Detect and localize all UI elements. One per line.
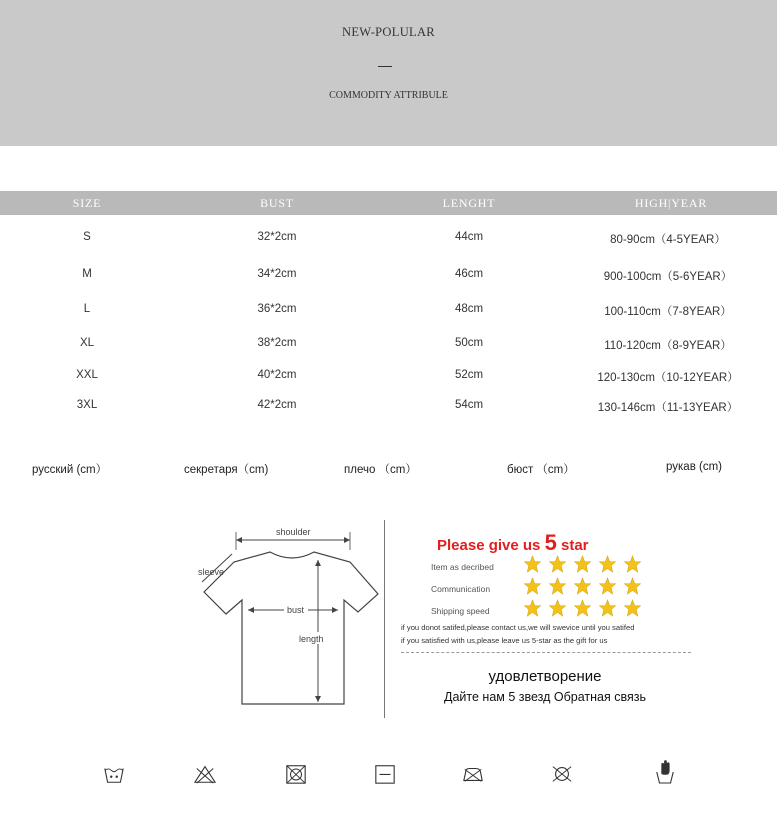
rating-card [395,520,700,720]
star-icon [523,599,542,617]
header-high-year: HIGH|YEAR [634,196,708,210]
cell-high-year: 100-110cm（7-8YEAR） [604,306,732,318]
star-icon [623,555,642,573]
rating-item-label: Communication [431,584,491,594]
banner-subtitle: COMMODITY ATTRIBULE [329,90,448,101]
banner-title: NEW-POLULAR [342,25,435,39]
tshirt-measurement-diagram [190,518,385,718]
dashed-divider [401,652,691,653]
star-icon [523,577,542,595]
table-row [0,303,777,321]
star-icon [573,555,592,573]
star-icon [573,599,592,617]
no-tumble-dry-icon [285,763,307,785]
low-iron-icon [462,763,484,785]
rating-ru-line-1: удовлетворение [488,668,602,685]
cell-size: 3XL [76,399,98,411]
star-icon [548,555,567,573]
cell-high-year: 80-90cm（4-5YEAR） [610,234,726,246]
cell-length: 50cm [454,337,484,349]
cell-bust: 36*2cm [257,303,297,315]
cell-high-year: 120-130cm（10-12YEAR） [597,372,739,384]
hand-wash-icon [654,758,676,786]
header-bust: BUST [260,196,294,210]
tshirt-outline [204,552,378,704]
stars-row [523,555,642,573]
rating-title-pre: Please give us [437,537,545,554]
table-row [0,268,777,286]
hand-wash-30-icon [103,763,125,785]
cell-bust: 42*2cm [257,399,297,411]
ru-label-sleeve: рукав (cm) [666,461,722,473]
star-icon [598,599,617,617]
cell-size: XXL [76,369,98,381]
no-dry-clean-icon [551,763,573,785]
ru-label-bust: бюст （cm） [507,464,575,476]
cell-length: 44cm [454,231,484,243]
cell-length: 46cm [454,268,484,280]
banner-dash [378,66,392,67]
table-row [0,231,777,249]
star-icon [623,577,642,595]
ru-label-shoulder: плечо （cm） [344,464,417,476]
star-icon [623,599,642,617]
star-icon [548,599,567,617]
length-label: length [299,634,324,644]
vertical-divider [384,520,385,718]
size-table-header [0,191,777,215]
table-row [0,399,777,417]
shoulder-label: shoulder [276,527,311,537]
star-icon [573,577,592,595]
cell-size: XL [79,337,95,349]
no-bleach-icon [194,763,216,785]
header-length: LENGHT [442,196,496,210]
stars-row [523,599,642,617]
cell-bust: 40*2cm [257,369,297,381]
cell-high-year: 130-146cm（11-13YEAR） [597,402,739,414]
cell-length: 52cm [454,369,484,381]
star-icon [523,555,542,573]
cell-high-year: 900-100cm（5-6YEAR） [603,271,733,283]
cell-bust: 38*2cm [257,337,297,349]
top-banner [0,0,777,146]
stars-row [523,577,642,595]
cell-size: M [82,268,92,280]
cell-length: 48cm [454,303,484,315]
rating-ru-line-2: Дайте нам 5 звезд Обратная связь [444,690,646,704]
rating-title-num: 5 [544,530,557,555]
cell-bust: 32*2cm [257,231,297,243]
star-icon [598,577,617,595]
dry-flat-icon [374,763,396,785]
sleeve-label: sleeve [198,567,225,577]
rating-title [437,530,589,556]
rating-item-label: Item as decribed [431,562,494,572]
rating-title-post: star [556,537,589,554]
table-row [0,337,777,355]
cell-bust: 34*2cm [257,268,297,280]
rating-item-label: Shipping speed [431,606,490,616]
rating-note-2: if you satisfied with us,please leave us 5-star as the gift for us [401,636,608,645]
cell-high-year: 110-120cm（8-9YEAR） [604,340,732,352]
bust-label: bust [287,605,305,615]
russian-labels-row [0,461,777,479]
star-icon [548,577,567,595]
cell-size: S [83,231,91,243]
cell-size: L [83,303,91,315]
rating-note-1: if you donot satifed,please contact us,we will swevice until you satifed [401,623,635,632]
star-icon [598,555,617,573]
ru-label-secretary: секретаря（cm) [184,464,269,476]
table-row [0,369,777,387]
ru-label-size: русский (cm） [32,464,108,476]
cell-length: 54cm [454,399,484,411]
header-size: SIZE [72,196,102,210]
